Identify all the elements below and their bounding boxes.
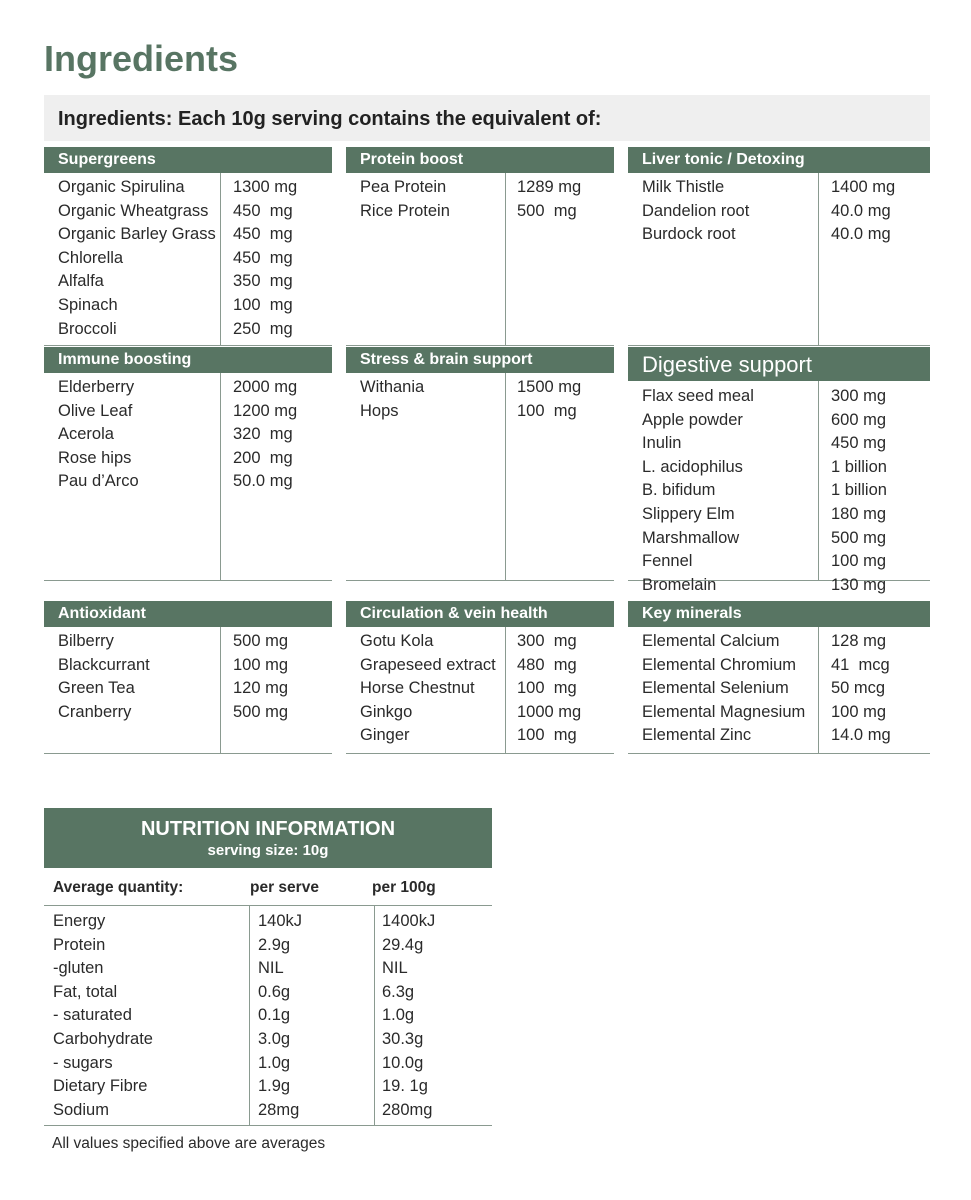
ingredient-amount: 500 mg [233, 702, 289, 721]
ingredient-row [44, 630, 332, 653]
ingredient-row [628, 456, 930, 479]
ingredient-amount: 100 mg [517, 401, 577, 420]
panel-body [346, 373, 614, 581]
ingredient-name: Burdock root [642, 225, 736, 244]
per-serve-value: 28mg [258, 1100, 300, 1119]
panel-heading: Liver tonic / Detoxing [628, 147, 930, 173]
ingredient-row [44, 677, 332, 700]
ingredient-name: Slippery Elm [642, 505, 735, 523]
ingredient-name: Elemental Zinc [642, 726, 752, 745]
nutrition-title: NUTRITION INFORMATION [140, 818, 396, 840]
per-serve-value: 0.1g [258, 1006, 291, 1025]
ingredient-amount: 130 mg [831, 575, 887, 594]
ingredient-amount: 500 mg [233, 632, 289, 650]
ingredient-row [346, 654, 614, 677]
ingredient-row [44, 223, 332, 246]
panel-body [44, 627, 332, 754]
nutrition-header [44, 808, 492, 868]
ingredient-panel-liver-tonic-detoxing [628, 147, 930, 346]
per-serve-value: 2.9g [258, 935, 291, 954]
ingredient-name: Elemental Magnesium [642, 702, 806, 721]
ingredient-name: Ginger [360, 726, 410, 745]
column-per-serve: per serve [250, 879, 319, 896]
ingredient-panel-circulation-vein-health [346, 601, 614, 754]
ingredient-amount: 50 mcg [831, 679, 886, 698]
nutrition-row [44, 981, 492, 1005]
ingredient-row [346, 200, 614, 223]
per-serve-value: 3.0g [258, 1030, 291, 1048]
nutrition-row [44, 957, 492, 981]
panel-body [628, 627, 930, 754]
panel-body [44, 173, 332, 346]
ingredient-name: Ginkgo [360, 702, 413, 721]
ingredient-name: Olive Leaf [58, 401, 133, 420]
per-100g-value: NIL [382, 959, 408, 978]
per-100g-value: 280mg [382, 1100, 433, 1119]
column-average-quantity: Average quantity: [53, 879, 184, 896]
ingredient-amount: 480 mg [517, 655, 577, 674]
ingredient-amount: 128 mg [831, 632, 887, 650]
ingredient-name: Marshmallow [642, 528, 740, 547]
nutrition-row [44, 934, 492, 958]
ingredient-amount: 14.0 mg [831, 726, 891, 745]
ingredient-row [628, 677, 930, 700]
nutrient-label: -gluten [53, 959, 104, 978]
panel-heading: Antioxidant [44, 601, 332, 627]
ingredient-amount: 320 mg [233, 425, 293, 444]
panel-heading: Protein boost [346, 147, 614, 173]
panel-body [628, 381, 930, 594]
ingredient-name: Bromelain [642, 575, 717, 594]
ingredient-name: Withania [360, 378, 425, 396]
per-serve-value: NIL [258, 959, 284, 978]
ingredient-name: Flax seed meal [642, 387, 754, 405]
ingredient-amount: 180 mg [831, 505, 887, 523]
nutrient-label: Sodium [53, 1100, 109, 1119]
nutrition-row [44, 1004, 492, 1028]
ingredient-amount: 41 mcg [831, 655, 890, 674]
ingredient-row [44, 247, 332, 270]
ingredient-row [44, 423, 332, 446]
ingredient-name: Blackcurrant [58, 655, 150, 674]
ingredient-row [346, 630, 614, 653]
nutrition-row [44, 1099, 492, 1123]
ingredient-amount: 100 mg [831, 702, 887, 721]
ingredient-amount: 40.0 mg [831, 225, 891, 244]
ingredient-amount: 40.0 mg [831, 201, 891, 220]
ingredient-amount: 450 mg [831, 434, 887, 453]
ingredient-name: Pau d’Arco [58, 472, 139, 491]
panel-heading: Key minerals [628, 601, 930, 627]
ingredient-amount: 100 mg [233, 655, 289, 674]
ingredient-name: Cranberry [58, 702, 132, 721]
ingredient-amount: 600 mg [831, 410, 887, 429]
per-serve-value: 1.0g [258, 1053, 291, 1072]
nutrient-label: Dietary Fibre [53, 1077, 148, 1096]
ingredient-amount: 300 mg [831, 387, 887, 405]
ingredient-row [628, 223, 930, 246]
nutrition-row [44, 1075, 492, 1099]
ingredient-amount: 1289 mg [517, 178, 582, 196]
nutrition-panel [44, 808, 492, 1126]
ingredient-name: Rice Protein [360, 201, 450, 220]
ingredient-name: Spinach [58, 296, 118, 314]
ingredient-amount: 250 mg [233, 319, 293, 338]
ingredient-row [346, 400, 614, 423]
ingredient-row [346, 176, 614, 199]
ingredient-row [44, 294, 332, 317]
nutrition-column-headers [44, 868, 492, 906]
ingredient-row [628, 550, 930, 573]
ingredient-amount: 200 mg [233, 448, 293, 467]
per-100g-value: 29.4g [382, 935, 424, 954]
ingredient-panel-stress-brain-support [346, 347, 614, 581]
page-title: Ingredients [44, 38, 239, 79]
per-100g-value: 1400kJ [382, 912, 436, 930]
ingredient-row [44, 270, 332, 293]
ingredient-panel-protein-boost [346, 147, 614, 346]
ingredient-amount: 350 mg [233, 272, 293, 291]
serving-intro: Ingredients: Each 10g serving contains the equivalent of: [44, 95, 930, 141]
ingredient-row [44, 701, 332, 724]
ingredient-row [628, 701, 930, 724]
ingredient-name: Green Tea [58, 679, 135, 698]
panel-heading: Digestive support [628, 347, 930, 381]
ingredient-row [346, 376, 614, 399]
ingredient-row [628, 527, 930, 550]
ingredient-name: Elemental Calcium [642, 632, 780, 650]
ingredient-name: Organic Barley Grass [58, 225, 216, 244]
per-100g-value: 1.0g [382, 1006, 415, 1025]
per-100g-value: 19. 1g [382, 1077, 428, 1096]
ingredient-name: Grapeseed extract [360, 655, 496, 674]
panel-body [628, 173, 930, 346]
column-per-100g: per 100g [372, 879, 436, 896]
ingredient-amount: 1300 mg [233, 178, 298, 196]
ingredient-row [346, 677, 614, 700]
nutrition-row [44, 1052, 492, 1076]
nutrient-label: Protein [53, 935, 106, 954]
ingredient-name: Organic Spirulina [58, 178, 185, 196]
ingredient-name: Organic Wheatgrass [58, 201, 209, 220]
ingredient-row [628, 654, 930, 677]
nutrient-label: - sugars [53, 1053, 113, 1072]
ingredient-name: Broccoli [58, 319, 117, 338]
ingredient-amount: 1400 mg [831, 178, 896, 196]
ingredient-panel-antioxidant [44, 601, 332, 754]
ingredient-row [628, 432, 930, 455]
ingredient-name: Inulin [642, 434, 682, 453]
ingredient-row [628, 574, 930, 597]
ingredient-name: Acerola [58, 425, 114, 444]
ingredient-row [44, 318, 332, 341]
ingredient-row [628, 385, 930, 408]
panel-body [346, 627, 614, 754]
ingredient-row [628, 409, 930, 432]
nutrition-row [44, 1028, 492, 1052]
ingredient-amount: 450 mg [233, 248, 293, 267]
ingredient-amount: 100 mg [517, 726, 577, 745]
panel-body [44, 373, 332, 581]
ingredient-amount: 120 mg [233, 679, 289, 698]
ingredient-amount: 450 mg [233, 201, 293, 220]
ingredient-panel-immune-boosting [44, 347, 332, 581]
ingredient-name: Apple powder [642, 410, 743, 429]
per-serve-value: 0.6g [258, 982, 291, 1001]
ingredient-amount: 1 billion [831, 457, 887, 476]
ingredient-row [44, 654, 332, 677]
serving-size: serving size: 10g [207, 842, 329, 859]
ingredient-row [628, 176, 930, 199]
ingredient-row [346, 701, 614, 724]
ingredient-amount: 100 mg [831, 552, 887, 571]
ingredient-amount: 100 mg [233, 296, 293, 314]
ingredient-name: Gotu Kola [360, 632, 434, 650]
ingredient-amount: 100 mg [517, 679, 577, 698]
ingredient-amount: 1 billion [831, 481, 887, 500]
per-100g-value: 10.0g [382, 1053, 424, 1072]
nutrition-row [44, 910, 492, 934]
ingredient-row [628, 200, 930, 223]
ingredient-name: Pea Protein [360, 178, 447, 196]
ingredient-row [628, 503, 930, 526]
ingredient-amount: 300 mg [517, 632, 577, 650]
ingredient-amount: 1200 mg [233, 401, 298, 420]
ingredient-name: Fennel [642, 552, 693, 571]
ingredient-name: Rose hips [58, 448, 132, 467]
per-serve-value: 1.9g [258, 1077, 291, 1096]
ingredient-amount: 1000 mg [517, 702, 582, 721]
ingredient-row [44, 470, 332, 493]
ingredient-name: Alfalfa [58, 272, 104, 291]
ingredient-row [44, 176, 332, 199]
ingredient-row [44, 400, 332, 423]
ingredient-name: Elemental Selenium [642, 679, 789, 698]
ingredient-name: B. bifidum [642, 481, 716, 500]
ingredient-row [628, 724, 930, 747]
ingredient-row [44, 376, 332, 399]
ingredient-row [44, 447, 332, 470]
panel-heading: Stress & brain support [346, 347, 614, 373]
ingredient-amount: 500 mg [831, 528, 887, 547]
averages-note: All values specified above are averages [52, 1135, 326, 1152]
nutrient-label: Fat, total [53, 982, 118, 1001]
ingredient-amount: 1500 mg [517, 378, 582, 396]
ingredient-name: Milk Thistle [642, 178, 725, 196]
ingredient-name: Bilberry [58, 632, 114, 650]
panel-heading: Circulation & vein health [346, 601, 614, 627]
ingredient-name: Horse Chestnut [360, 679, 475, 698]
per-100g-value: 6.3g [382, 982, 415, 1001]
ingredient-panel-supergreens [44, 147, 332, 346]
ingredient-row [346, 724, 614, 747]
panel-heading: Immune boosting [44, 347, 332, 373]
ingredient-name: Dandelion root [642, 201, 750, 220]
per-100g-value: 30.3g [382, 1030, 424, 1048]
ingredient-row [628, 479, 930, 502]
panel-body [346, 173, 614, 346]
ingredient-name: L. acidophilus [642, 457, 743, 476]
ingredient-amount: 450 mg [233, 225, 293, 244]
ingredient-name: Chlorella [58, 248, 124, 267]
nutrient-label: Energy [53, 912, 106, 930]
ingredient-amount: 500 mg [517, 201, 577, 220]
ingredient-panel-key-minerals [628, 601, 930, 754]
per-serve-value: 140kJ [258, 912, 303, 930]
ingredient-panel-digestive-support [628, 347, 930, 594]
nutrient-label: - saturated [53, 1006, 132, 1025]
nutrition-table [44, 906, 492, 1126]
ingredient-amount: 50.0 mg [233, 472, 293, 491]
ingredient-name: Elderberry [58, 378, 135, 396]
ingredient-row [44, 200, 332, 223]
ingredient-name: Hops [360, 401, 399, 420]
panel-heading: Supergreens [44, 147, 332, 173]
ingredient-row [628, 630, 930, 653]
ingredient-amount: 2000 mg [233, 378, 298, 396]
ingredient-name: Elemental Chromium [642, 655, 797, 674]
nutrient-label: Carbohydrate [53, 1030, 153, 1048]
